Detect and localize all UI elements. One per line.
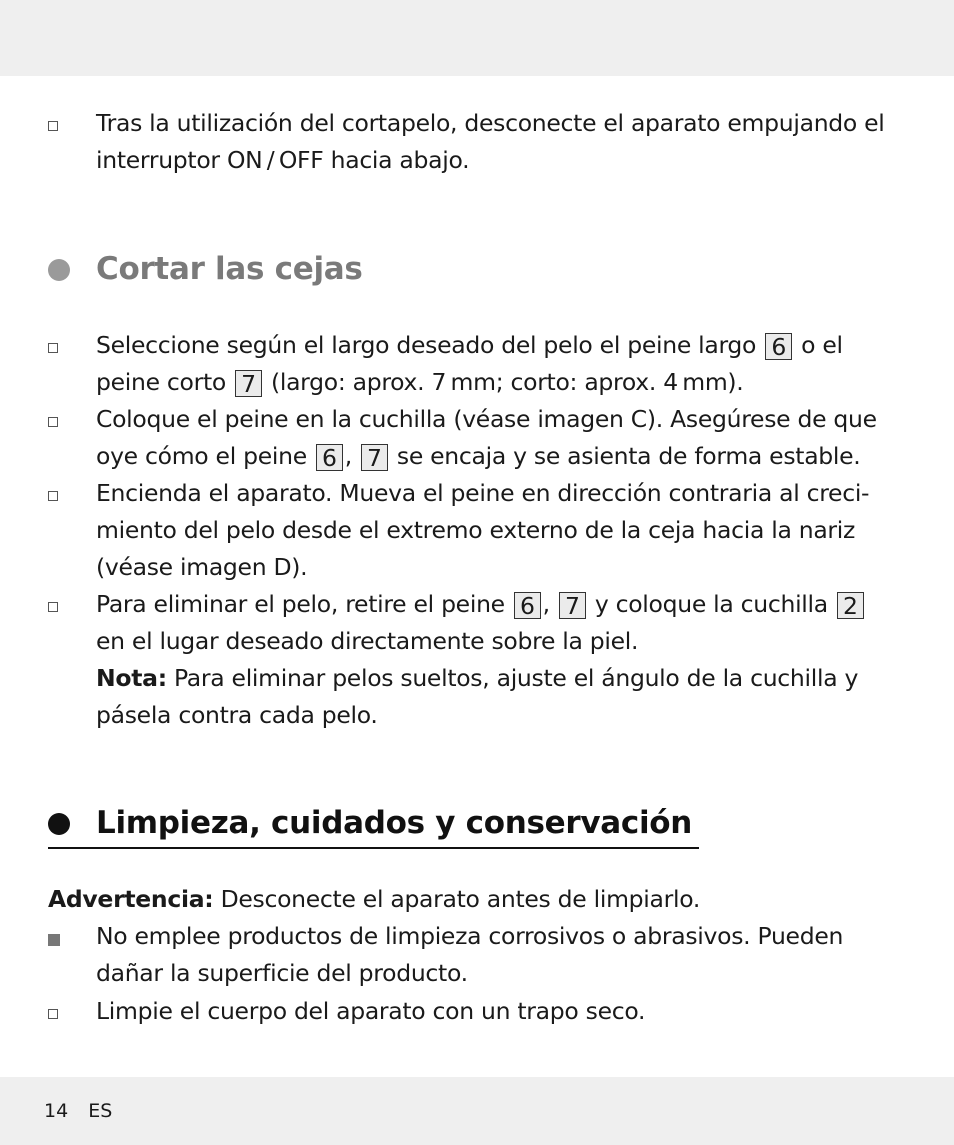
section-underline [48, 847, 699, 849]
info-item: No emplee productos de limpieza corrosivos o abrasivos. Pueden dañar la superficie del producto. [96, 922, 844, 987]
step-remove-hair: Para eliminar el pelo, retire el peine 6 , 7 y coloque la cuchilla 2 en el lugar deseado directamente sobre la piel. [96, 586, 896, 660]
ref-part-7: 7 [235, 370, 262, 397]
step-checkbox-icon [48, 1009, 58, 1019]
note-label: Nota: [96, 664, 167, 692]
step-select-comb: Seleccione según el largo deseado del pelo el peine largo 6 o el peine corto 7 (largo: aprox. 7 mm; corto: aprox. 4 mm). [96, 331, 843, 398]
ref-part-6: 6 [316, 444, 343, 471]
step-checkbox-icon [48, 343, 58, 353]
ref-part-7: 7 [361, 444, 388, 471]
section-title-cortar-cejas: Cortar las cejas [96, 251, 363, 287]
footer [44, 1100, 132, 1122]
step-text: Tras la utilización del cortapelo, desconecte el aparato empujando el interruptor ON / OFF hacia abajo. [96, 109, 885, 174]
header-band [0, 0, 954, 76]
step-clean-body: Limpie el cuerpo del aparato con un trapo seco. [96, 997, 646, 1025]
step-checkbox-icon [48, 121, 58, 131]
section-bullet-icon [48, 259, 70, 281]
step-attach-comb: Coloque el peine en la cuchilla (véase imagen C). Asegúrese de que oye cómo el peine 6 , 7 se encaja y se asienta de forma estable. [96, 405, 877, 472]
warning-text: Advertencia: Desconecte el aparato antes de limpiarlo. [48, 885, 701, 913]
ref-part-7: 7 [559, 592, 586, 619]
step-checkbox-icon [48, 602, 58, 612]
section-bullet-icon [48, 813, 70, 835]
step-checkbox-icon [48, 417, 58, 427]
section-title-limpieza: Limpieza, cuidados y conservación [96, 805, 693, 841]
info-square-icon [48, 934, 60, 946]
ref-part-6: 6 [514, 592, 541, 619]
step-switch-on: Encienda el aparato. Mueva el peine en dirección contraria al creci- miento del pelo desde el extremo externo de la ceja hacia la nariz (véase imagen D). [96, 479, 870, 581]
note-text: Nota: Para eliminar pelos sueltos, ajuste el ángulo de la cuchilla y pásela contra cada pelo. [96, 664, 859, 729]
page-number: 14 [44, 1100, 69, 1122]
ref-part-6: 6 [765, 333, 792, 360]
step-checkbox-icon [48, 491, 58, 501]
warning-label: Advertencia: [48, 885, 214, 913]
language-code: ES [88, 1100, 113, 1122]
ref-part-2: 2 [837, 592, 864, 619]
footer-band [0, 1077, 954, 1145]
